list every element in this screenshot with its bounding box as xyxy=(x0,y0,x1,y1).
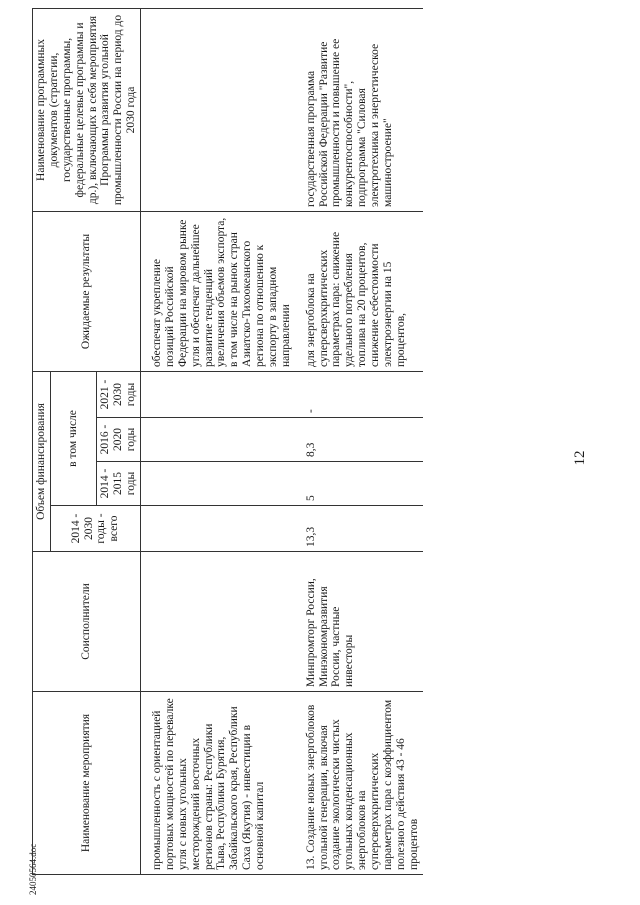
header-period-2: 2016 - 2020 годы xyxy=(97,418,141,462)
document-code: 24050564.doc xyxy=(28,843,38,895)
cell-period-1 xyxy=(141,462,295,506)
header-co-executors: Соисполнители xyxy=(33,552,141,692)
cell-co-executors xyxy=(141,552,295,692)
cell-period-3: - xyxy=(303,371,423,417)
cell-total: 13,3 xyxy=(303,506,423,552)
cell-period-2 xyxy=(141,418,295,462)
header-period-3: 2021 - 2030 годы xyxy=(97,371,141,417)
table-row xyxy=(141,8,295,874)
cell-expected-result: обеспечат укрепление позиций Российской Федерации на мировом рынке угля и обеспечат дальнейшее развитие тенденций увеличения объемов экспорта, в том числе на рынок стран Азиатско-Тихоокеанского региона по отношению к экспорту в западном направлении xyxy=(141,211,295,371)
row-spacer xyxy=(295,8,303,874)
cell-co-executors: Минпромторг России, Минэкономразвития России, частные инвесторы xyxy=(303,552,423,692)
header-row-1 xyxy=(33,8,51,874)
header-total: 2014 - 2030 годы - всего xyxy=(50,506,140,552)
page-number: 12 xyxy=(572,450,588,466)
header-event-name: Наименование мероприятия xyxy=(33,692,141,875)
header-program-documents: Наименование программных документов (стратегии, государственные программы, федеральные целевые программы и др.), включающих в себя мероприятия Программы развития угольной промышленности России на период до 2030 года xyxy=(33,8,141,211)
header-expected-results: Ожидаемые результаты xyxy=(33,211,141,371)
header-funding-volume: Объем финансирования xyxy=(33,371,51,551)
cell-period-3 xyxy=(141,371,295,417)
cell-expected-result: для энергоблока на суперсверхкритических параметрах пара: снижение удельного потребления топлива на 20 процентов, снижение себестоимости электроэнергии на 15 процентов, xyxy=(303,211,423,371)
table-row xyxy=(303,8,423,874)
header-including: в том числе xyxy=(50,371,97,505)
cell-event: 13. Создание новых энергоблоков угольной генерации, включая создание экологически чистых угольных конденсационных энергоблоков на суперсверхкритических параметрах пара с коэффициентом полезного действия 43 - 46 процентов xyxy=(303,692,423,875)
cell-period-1: 5 xyxy=(303,462,423,506)
cell-period-2: 8,3 xyxy=(303,418,423,462)
cell-total xyxy=(141,506,295,552)
cell-program-document: государственная программа Российской Федерации "Развитие промышленности и повышение ее конкурентоспособности", подпрограмма "Силовая электротехника и энергетическое машиностроение" xyxy=(303,8,423,211)
cell-program-document xyxy=(141,8,295,211)
header-period-1: 2014 - 2015 годы xyxy=(97,462,141,506)
measures-table xyxy=(32,8,423,875)
cell-event: промышленность с ориентацией портовых мощностей по перевалке угля с новых угольных месторождений восточных регионов страны: Республики Тыва, Республики Бурятия, Забайкальского края, Республики Саха (Якутия) - инвестиции в основной капитал xyxy=(141,692,295,875)
